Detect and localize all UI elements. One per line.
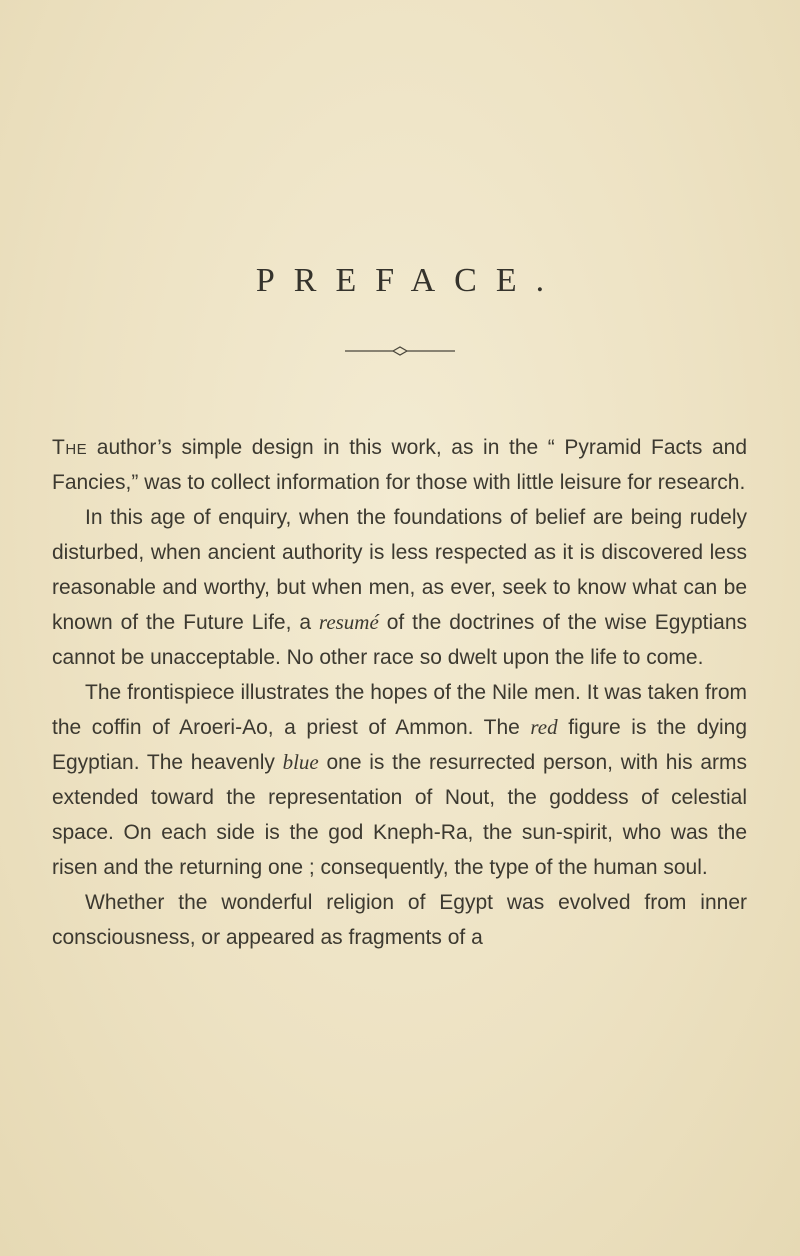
ornament-divider <box>345 345 455 357</box>
paragraph-3-italic-red: red <box>530 715 558 739</box>
body-text <box>52 430 747 955</box>
paragraph-1-lead: The <box>52 436 88 459</box>
paragraph-4-text: Whether the wonderful religion of Egypt was evolved from inner consciousness, or appeared as fragments of a <box>52 891 747 949</box>
paragraph-3-text-middle: figure is the dying Egyptian. The heavenly <box>52 716 747 774</box>
paragraph-2-italic: resumé <box>318 610 379 634</box>
paragraph-3 <box>52 675 747 885</box>
paragraph-2-text-before: In this age of enquiry, when the foundations of belief are being rudely disturbed, when ancient authority is less respected as it is discovered less reasonable and worthy, but when men, as ever, seek to know what can be known of the Future Life, a <box>52 506 747 634</box>
paragraph-2-text-after: of the doctrines of the wise Egyptians cannot be unacceptable. No other race so dwelt upon the life to come. <box>52 611 747 669</box>
page-title: PREFACE. <box>255 262 564 299</box>
paragraph-1-text: author’s simple design in this work, as in the “ Pyramid Facts and Fancies,” was to collect information for those with little leisure for research. <box>52 436 747 494</box>
paragraph-3-text-after: one is the resurrected person, with his arms extended toward the representation of Nout, the goddess of celestial space. On each side is the god Kneph-Ra, the sun-spirit, who was the risen and the returning one ; consequently, the type of the human soul. <box>52 751 747 879</box>
paragraph-4 <box>52 885 747 955</box>
paragraph-2 <box>52 500 747 675</box>
paragraph-1 <box>52 430 747 500</box>
paragraph-3-italic-blue: blue <box>282 750 319 774</box>
paragraph-3-text-before: The frontispiece illustrates the hopes of the Nile men. It was taken from the coffin of Aroeri-Ao, a priest of Ammon. The <box>52 681 747 739</box>
